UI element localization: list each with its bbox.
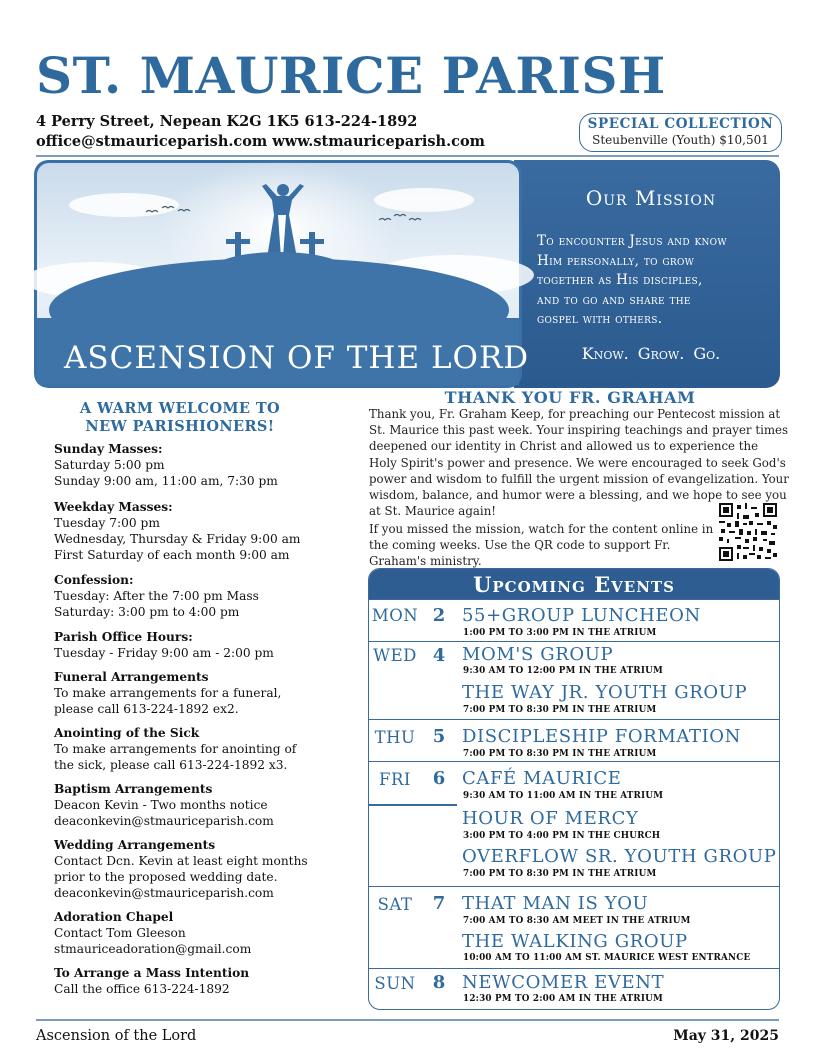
day-of-week: SUN: [374, 974, 416, 993]
mission-line: and to go and share the: [537, 291, 691, 308]
footer-divider: [36, 1019, 779, 1021]
welcome-title: [60, 400, 300, 436]
mission-line: gospel with others.: [537, 311, 663, 327]
anointing-heading: Anointing of the Sick: [54, 726, 200, 740]
parish-address: 4 Perry Street, Nepean K2G 1K5 613-224-1892: [36, 113, 418, 130]
hero-banner: [34, 160, 780, 388]
weekday-masses-line: First Saturday of each month 9:00 am: [54, 548, 290, 562]
funeral-line: To make arrangements for a funeral,: [54, 686, 282, 700]
event-detail: 7:00 AM TO 8:30 AM MEET IN THE ATRIUM: [463, 916, 691, 926]
event-detail: 7:00 PM TO 8:30 PM IN THE ATRIUM: [463, 705, 657, 715]
event-title: HOUR OF MERCY: [462, 808, 639, 829]
event-detail: 9:30 AM TO 12:00 PM IN THE ATRIUM: [463, 666, 663, 676]
parish-title: ST. MAURICE PARISH: [36, 46, 666, 105]
day-of-week: FRI: [379, 770, 411, 789]
weekday-masses-line: Tuesday 7:00 pm: [54, 516, 160, 530]
mission-line: To encounter Jesus and know: [537, 233, 727, 249]
welcome-title-line: A WARM WELCOME TO: [79, 400, 281, 417]
confession-line: Saturday: 3:00 pm to 4:00 pm: [54, 605, 240, 619]
special-collection-amount: Steubenville (Youth) $10,501: [592, 133, 769, 147]
event-day-row: [369, 761, 779, 886]
thank-you-title: THANK YOU FR. GRAHAM: [444, 388, 696, 407]
office-hours-line: Tuesday - Friday 9:00 am - 2:00 pm: [54, 646, 274, 660]
day-number: 4: [432, 645, 446, 666]
event-title: DISCIPLESHIP FORMATION: [462, 726, 741, 747]
funeral-line: please call 613-224-1892 ex2.: [54, 702, 239, 716]
footer-title: Ascension of the Lord: [36, 1028, 197, 1044]
qr-code-icon[interactable]: [719, 503, 777, 561]
adoration-heading: Adoration Chapel: [54, 910, 174, 924]
upcoming-events-box: [368, 568, 780, 1010]
sunday-masses-heading: Sunday Masses:: [54, 442, 163, 456]
day-number: 8: [432, 972, 446, 993]
event-day-row: [369, 968, 779, 1010]
mission-title: Our Mission: [585, 186, 717, 210]
banner-title: ASCENSION OF THE LORD: [64, 340, 530, 376]
event-detail: 3:00 PM TO 4:00 PM IN THE CHURCH: [463, 831, 661, 841]
welcome-title-line: NEW PARISHIONERS!: [85, 418, 275, 435]
confession-heading: Confession:: [54, 573, 134, 587]
thank-you-paragraph-qr: If you missed the mission, watch for the content online in the coming weeks. Use the QR code to support Fr. Graham's ministry.: [369, 522, 714, 569]
sunday-masses-line: Saturday 5:00 pm: [54, 458, 165, 472]
event-day-row: [369, 641, 779, 719]
event-title: 55+GROUP LUNCHEON: [462, 605, 701, 626]
event-detail: 7:00 PM TO 8:30 PM IN THE ATRIUM: [463, 869, 657, 879]
weekday-masses-line: Wednesday, Thursday & Friday 9:00 am: [54, 532, 301, 546]
baptism-line: Deacon Kevin - Two months notice: [54, 798, 268, 812]
day-number: 5: [432, 726, 446, 747]
mass-intention-heading: To Arrange a Mass Intention: [54, 966, 250, 980]
event-day-row: [369, 886, 779, 968]
anointing-line: the sick, please call 613-224-1892 x3.: [54, 758, 288, 772]
day-of-week: WED: [373, 646, 417, 665]
mission-line: together as His disciples,: [537, 272, 703, 288]
adoration-email[interactable]: stmauriceadoration@gmail.com: [54, 942, 252, 956]
event-detail: 12:30 PM TO 2:00 AM IN THE ATRIUM: [463, 994, 663, 1004]
adoration-line: Contact Tom Gleeson: [54, 926, 186, 940]
day-of-week: SAT: [377, 895, 413, 914]
special-collection-box: [579, 113, 782, 152]
thank-you-paragraph: Thank you, Fr. Graham Keep, for preaching our Pentecost mission at St. Maurice this past week. Your inspiring teachings and prayer times deepened our identity in Christ and allowed us to experience the Holy Spirit's power and presence. We were encouraged to seek God's power and wisdom to fulfill the urgent mission of evangelization. Your wisdom, balance, and humor were a blessing, and we hope to see you at St. Maurice again!: [369, 407, 789, 519]
event-title: NEWCOMER EVENT: [462, 972, 665, 993]
wedding-heading: Wedding Arrangements: [54, 838, 216, 852]
event-title: MOM'S GROUP: [462, 644, 614, 665]
upcoming-events-title: Upcoming Events: [369, 569, 779, 599]
wedding-line: prior to the proposed wedding date.: [54, 870, 278, 884]
event-title: CAFÉ MAURICE: [462, 768, 622, 789]
wedding-email[interactable]: deaconkevin@stmauriceparish.com: [54, 886, 274, 900]
anointing-line: To make arrangements for anointing of: [54, 742, 297, 756]
wedding-line: Contact Dcn. Kevin at least eight months: [54, 854, 308, 868]
baptism-email[interactable]: deaconkevin@stmauriceparish.com: [54, 814, 274, 828]
day-number: 6: [432, 768, 446, 789]
weekday-masses-heading: Weekday Masses:: [54, 500, 173, 514]
event-title: THAT MAN IS YOU: [462, 893, 649, 914]
baptism-heading: Baptism Arrangements: [54, 782, 213, 796]
event-detail: 9:30 AM TO 11:00 AM IN THE ATRIUM: [463, 791, 664, 801]
day-number: 7: [432, 893, 446, 914]
footer-date: May 31, 2025: [673, 1028, 779, 1044]
mass-intention-line: Call the office 613-224-1892: [54, 982, 230, 996]
mission-statement: [537, 232, 773, 330]
mission-line: Him personally, to grow: [537, 252, 695, 269]
event-detail: 1:00 PM TO 3:00 PM IN THE ATRIUM: [463, 628, 657, 638]
day-of-week: MON: [371, 606, 419, 625]
funeral-heading: Funeral Arrangements: [54, 670, 209, 684]
day-number: 2: [432, 605, 446, 626]
event-day-row: [369, 599, 779, 641]
day-of-week: THU: [374, 728, 416, 747]
parish-email-web: office@stmauriceparish.com www.stmauriceparish.com: [36, 133, 485, 150]
office-hours-heading: Parish Office Hours:: [54, 630, 193, 644]
event-day-row: [369, 719, 779, 761]
event-detail: 10:00 AM TO 11:00 AM ST. MAURICE WEST ENTRANCE: [463, 953, 751, 963]
mission-motto: Know. Grow. Go.: [581, 344, 721, 363]
event-title: THE WAY JR. YOUTH GROUP: [462, 682, 748, 703]
event-title: OVERFLOW SR. YOUTH GROUP: [462, 846, 777, 867]
special-collection-title: SPECIAL COLLECTION: [587, 116, 774, 132]
sunday-masses-line: Sunday 9:00 am, 11:00 am, 7:30 pm: [54, 474, 278, 488]
confession-line: Tuesday: After the 7:00 pm Mass: [54, 589, 259, 603]
event-detail: 7:00 PM TO 8:30 PM IN THE ATRIUM: [463, 749, 657, 759]
event-divider: [369, 804, 457, 806]
event-title: THE WALKING GROUP: [462, 931, 688, 952]
header-divider: [36, 155, 779, 157]
